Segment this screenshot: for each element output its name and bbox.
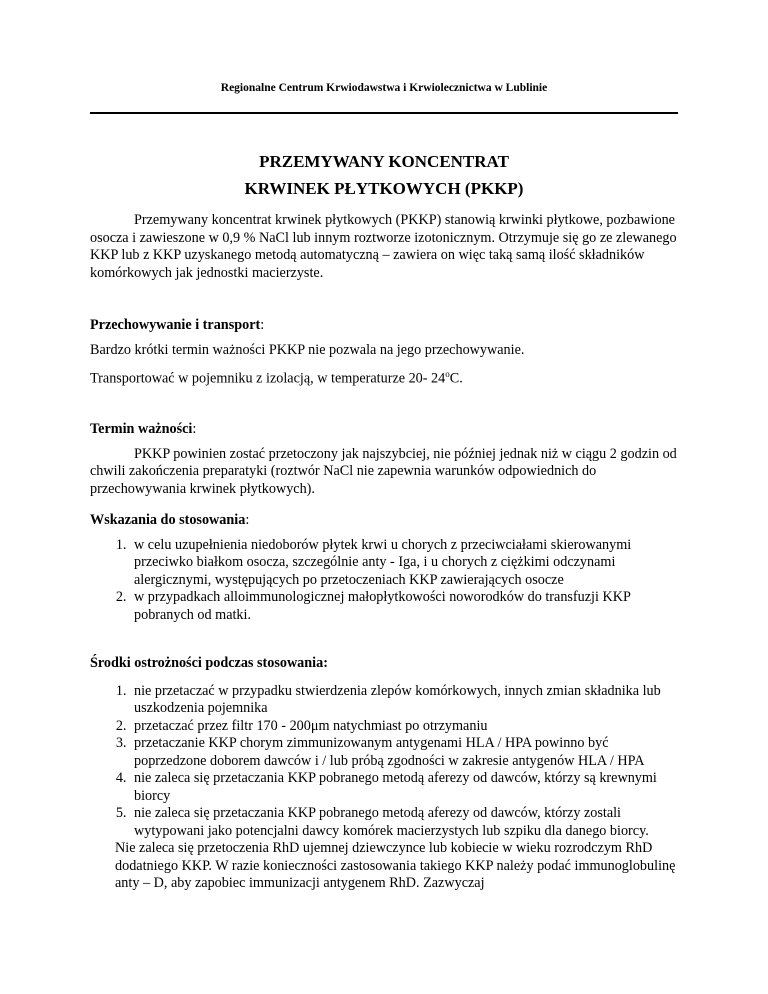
precautions-list [90,683,678,841]
precautions-footer-paragraph: Nie zaleca się przetoczenia RhD ujemnej dziewczynce lub kobiecie w wieku rozrodczym RhD dodatniego KKP. W razie konieczności zastosowania takiego KKP należy podać immunoglobulinę anty – D, aby zapobiec immunizacji antygenem RhD. Zazwyczaj [115,840,676,891]
storage-heading-text: Przechowywanie i transport [90,317,261,333]
storage-section [90,317,690,388]
storage-line-2 [90,366,690,388]
precaution-item: 4. nie zaleca się przetaczania KKP pobranego metodą aferezy od dawców, którzy są krewnymi biorcy [130,770,678,805]
indication-item: 2. w przypadkach alloimmunologicznej małopłytkowości noworodków do transfuzji KKP pobranych od matki. [130,589,678,624]
expiry-paragraph: PKKP powinien zostać przetoczony jak najszybciej, nie później jednak niż w ciągu 2 godzin od chwili zakończenia preparatyki (roztwór NaCl nie zapewnia warunków odpowiednich do przechowywania krwinek płytkowych). [90,445,677,497]
precaution-item: 1. nie przetaczać w przypadku stwierdzenia zlepów komórkowych, innych zmian składnika lub uszkodzenia pojemnika [130,683,678,718]
title-line-2: KRWINEK PŁYTKOWYCH (PKKP) [244,179,524,198]
title-line-1: PRZEMYWANY KONCENTRAT [259,152,509,171]
institution-header: Regionalne Centrum Krwiodawstwa i Krwiolecznictwa w Lublinie [220,82,548,94]
storage-line-2-unit: C. [449,370,463,387]
indications-heading-colon: : [245,512,250,528]
document-title [90,148,678,202]
indications-section [90,512,678,624]
storage-heading [90,317,690,335]
header-divider [90,112,678,114]
precautions-heading: Środki ostrożności podczas stosowania: [90,655,328,671]
indications-list [90,537,678,625]
precaution-item: 2. przetaczać przez filtr 170 - 200μm natychmiast po otrzymaniu [130,718,678,736]
indications-heading [90,512,678,530]
precaution-item: 5. nie zaleca się przetaczania KKP pobranego metodą aferezy od dawców, którzy zostali wytypowani jako potencjalni dawcy komórek macierzystych lub szpiku dla danego biorcy. [130,805,678,840]
expiry-section [90,421,678,498]
storage-line-2-text: Transportować w pojemniku z izolacją, w temperaturze 20- 24 [90,370,446,387]
degree-mark: o [445,369,450,379]
storage-line-1: Bardzo krótki termin ważności PKKP nie pozwala na jego przechowywanie. [90,341,525,358]
indication-item: 1. w celu uzupełnienia niedoborów płytek krwi u chorych z przeciwciałami skierowanymi przeciwko białkom osocza, szczególnie anty - Iga, i u chorych z ciężkimi odczynami alergicznymi, występujących po przetoczeniach KKP zawierających osocze [130,537,678,590]
indications-heading-text: Wskazania do stosowania [90,512,246,528]
storage-heading-colon: : [260,317,265,333]
expiry-heading-colon: : [192,421,197,437]
intro-paragraph: Przemywany koncentrat krwinek płytkowych (PKKP) stanowią krwinki płytkowe, pozbawione osocza i zawieszone w 0,9 % NaCl lub innym roztworze izotonicznym. Otrzymuje się go ze zlewanego KKP lub z KKP uzyskanego metodą automatyczną – zawiera on więc taką samą ilość składników komórkowych jak jednostki macierzyste. [90,212,677,281]
precaution-item: 3. przetaczanie KKP chorym zimmunizowanym antygenami HLA / HPA powinno być poprzedzone doborem dawców i / lub próbą zgodności w zakresie antygenów HLA / HPA [130,735,678,770]
expiry-heading [90,421,678,439]
expiry-heading-text: Termin ważności [90,421,193,437]
precautions-section [90,655,678,893]
